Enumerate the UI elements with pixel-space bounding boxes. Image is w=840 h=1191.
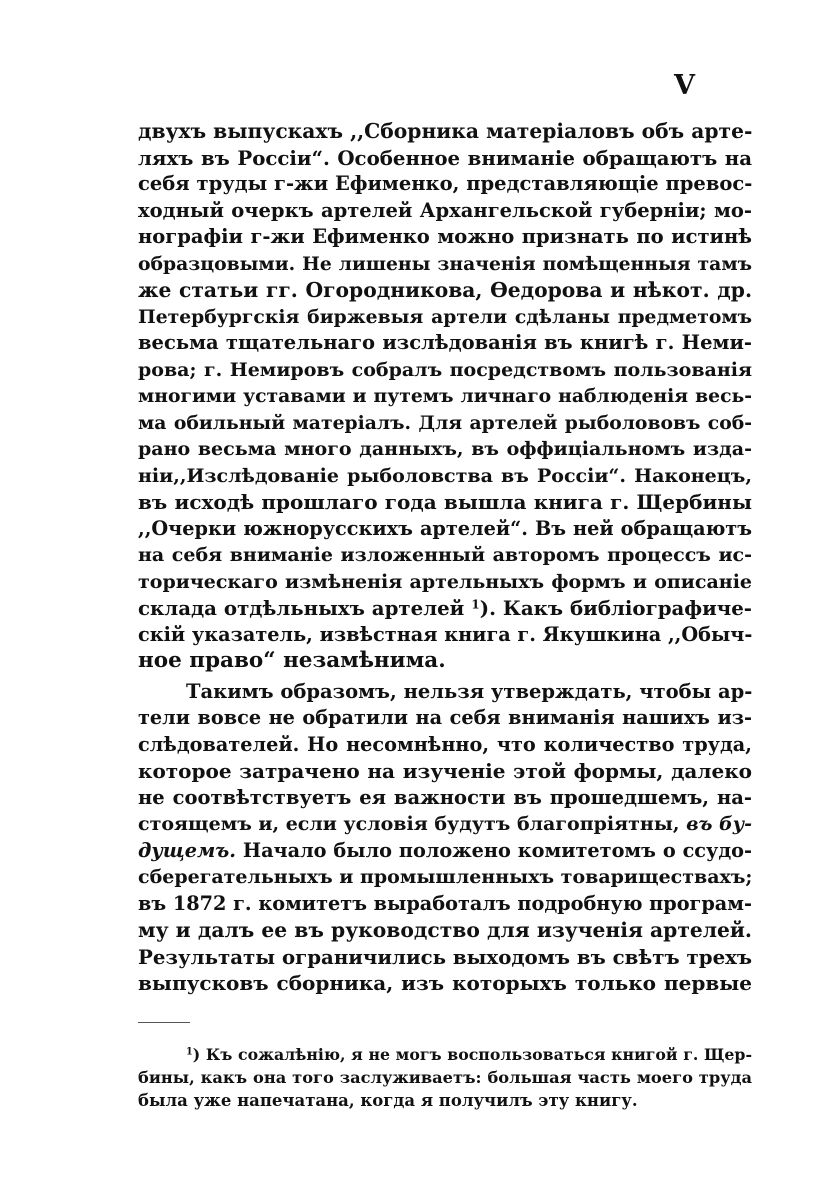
text-line: въ 1872 г. комитетъ выработалъ подробную програм-: [138, 891, 752, 915]
text-line: не соотвѣтствуетъ ея важности въ прошедшемъ, на-: [138, 785, 752, 809]
text-line: тели вовсе не обратили на себя вниманія нашихъ из-: [138, 706, 752, 729]
text-line: сберегательныхъ и промышленныхъ товариществахъ;: [138, 866, 753, 888]
text-line-with-italic: [138, 838, 752, 865]
text-line: рано весьма много данныхъ, въ оффиціальномъ изда-: [138, 438, 752, 460]
footnote-marker: 1: [186, 1046, 193, 1058]
text-span: ). Какъ библіографиче-: [479, 596, 752, 620]
text-line: нографіи г-жи Ефименко можно признать по истинѣ: [138, 225, 752, 248]
text-line: ляхъ въ Россіи“. Особенное вниманіе обращаютъ на: [138, 145, 752, 170]
text-line: выпусковъ сборника, изъ которыхъ только первые: [138, 971, 752, 995]
footnote-separator: [138, 1022, 190, 1023]
text-line: Петербургскія биржевыя артели сдѣланы предметомъ: [138, 305, 752, 328]
text-span: склада отдѣльныхъ артелей: [138, 596, 472, 620]
text-line: ходный очеркъ артелей Архангельской губерніи; мо-: [138, 198, 752, 222]
italic-span: дущемъ.: [138, 838, 236, 862]
text-line-with-italic: [138, 811, 752, 838]
text-line: ніи,,Изслѣдованіе рыболовства въ Россіи“. Наконецъ,: [138, 464, 752, 487]
text-line: на себя вниманіе изложенный авторомъ процессъ ис-: [138, 544, 752, 566]
text-span: стоящемъ и, если условія будутъ благопріятны,: [138, 813, 687, 835]
main-text: [138, 118, 752, 997]
page-number: V: [674, 70, 695, 101]
text-line: себя труды г-жи Ефименко, представляющіе превос-: [138, 172, 753, 195]
footnote-reference: 1: [471, 597, 480, 612]
text-span: ) Къ сожалѣнію, я не могъ воспользоваться книгой г. Щер-: [192, 1045, 752, 1064]
text-line: двухъ выпускахъ ,,Сборника матеріаловъ объ арте-: [138, 119, 753, 143]
text-line: скій указатель, извѣстная книга г. Якушкина ,,Обыч-: [138, 622, 753, 646]
text-line: ,,Очерки южнорусскихъ артелей“. Въ ней обращаютъ: [138, 516, 752, 540]
text-line: въ исходѣ прошлаго года вышла книга г. Щербины: [138, 490, 752, 514]
text-line: ное право“ незамѣнима.: [138, 648, 446, 673]
text-line: которое затрачено на изученіе этой формы, далеко: [138, 759, 752, 783]
footnote: [138, 1043, 752, 1112]
footnote-line: [138, 1043, 752, 1066]
text-span: Начало было положено комитетомъ о ссудо-: [235, 838, 752, 862]
text-line: весьма тщательнаго изслѣдованія въ книгѣ г. Неми-: [138, 331, 752, 354]
text-line: Результаты ограничились выходомъ въ свѣтъ трехъ: [138, 944, 753, 969]
text-line: Такимъ образомъ, нельзя утверждать, чтобы ар-: [186, 679, 753, 703]
italic-span: въ бу-: [686, 813, 752, 835]
text-line: слѣдователей. Но несомнѣнно, что количество труда,: [138, 732, 752, 756]
footnote-line: бины, какъ она того заслуживаетъ: большая часть моего труда: [138, 1068, 752, 1087]
text-line: рова; г. Немировъ собралъ посредствомъ пользованія: [138, 358, 752, 381]
text-line: многими уставами и путемъ личнаго наблюденія весь-: [138, 385, 752, 407]
text-line-with-footnote-ref: [138, 595, 752, 622]
footnote-line: была уже напечатана, когда я получилъ эту книгу.: [138, 1091, 638, 1110]
text-line: ма обильный матеріалъ. Для артелей рыболововъ соб-: [138, 411, 752, 434]
text-line: же статьи гг. Огородникова, Ѳедорова и нѣкот. др.: [138, 278, 752, 302]
text-line: образцовыми. Не лишены значенія помѣщенныя тамъ: [138, 252, 752, 275]
text-line: торическаго измѣненія артельныхъ формъ и описаніе: [138, 570, 752, 593]
text-line: му и далъ ее въ руководство для изученія артелей.: [138, 918, 752, 942]
